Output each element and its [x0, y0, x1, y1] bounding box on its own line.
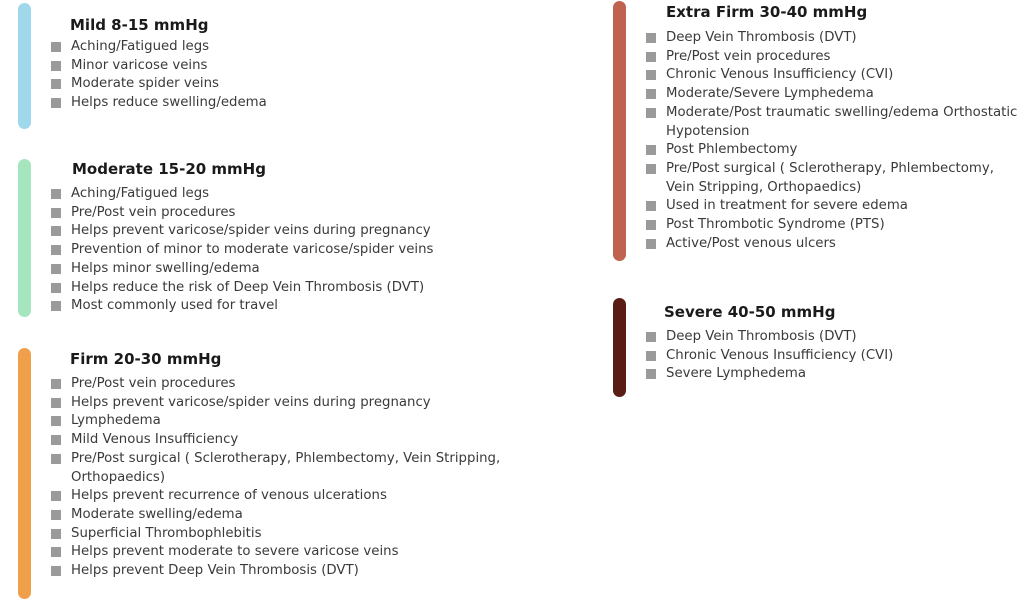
list-item: Helps minor swelling/edema: [51, 260, 571, 279]
list-item: Pre/Post surgical ( Sclerotherapy, Phlembectomy, Vein Stripping, Orthopaedics): [51, 450, 561, 487]
severe-color-bar: [613, 298, 626, 397]
extra-firm-title: Extra Firm 30-40 mmHg: [666, 3, 868, 21]
list-item: Deep Vein Thrombosis (DVT): [646, 328, 1006, 347]
list-item: Used in treatment for severe edema: [646, 197, 1018, 216]
list-item: Superficial Thrombophlebitis: [51, 525, 561, 544]
list-item: Pre/Post vein procedures: [646, 48, 1018, 67]
list-item: Helps prevent varicose/spider veins during pregnancy: [51, 222, 571, 241]
list-item: Moderate spider veins: [51, 75, 371, 94]
list-item: Active/Post venous ulcers: [646, 235, 1018, 254]
moderate-list: [51, 185, 571, 316]
moderate-color-bar: [18, 159, 31, 317]
list-item: Prevention of minor to moderate varicose/spider veins: [51, 241, 571, 260]
list-item: Mild Venous Insufficiency: [51, 431, 561, 450]
list-item: Post Phlembectomy: [646, 141, 1018, 160]
list-item: Helps prevent moderate to severe varicose veins: [51, 543, 561, 562]
list-item: Chronic Venous Insufficiency (CVI): [646, 347, 1006, 366]
list-item: Pre/Post surgical ( Sclerotherapy, Phlembectomy, Vein Stripping, Orthopaedics): [646, 160, 1018, 197]
mild-color-bar: [18, 3, 31, 129]
severe-title: Severe 40-50 mmHg: [664, 303, 836, 321]
firm-color-bar: [18, 348, 31, 599]
firm-title: Firm 20-30 mmHg: [70, 350, 222, 368]
list-item: Helps prevent recurrence of venous ulcerations: [51, 487, 561, 506]
list-item: Post Thrombotic Syndrome (PTS): [646, 216, 1018, 235]
list-item: Deep Vein Thrombosis (DVT): [646, 29, 1018, 48]
severe-list: [646, 328, 1006, 384]
list-item: Severe Lymphedema: [646, 365, 1006, 384]
list-item: Helps reduce the risk of Deep Vein Thrombosis (DVT): [51, 279, 571, 298]
list-item: Chronic Venous Insufficiency (CVI): [646, 66, 1018, 85]
list-item: Pre/Post vein procedures: [51, 375, 561, 394]
list-item: Pre/Post vein procedures: [51, 204, 571, 223]
list-item: Aching/Fatigued legs: [51, 38, 371, 57]
moderate-title: Moderate 15-20 mmHg: [72, 160, 266, 178]
list-item: Lymphedema: [51, 412, 561, 431]
mild-title: Mild 8-15 mmHg: [70, 16, 209, 34]
extra-firm-list: [646, 29, 1018, 253]
list-item: Moderate swelling/edema: [51, 506, 561, 525]
list-item: Moderate/Severe Lymphedema: [646, 85, 1018, 104]
list-item: Moderate/Post traumatic swelling/edema Orthostatic Hypotension: [646, 104, 1018, 141]
list-item: Helps prevent varicose/spider veins during pregnancy: [51, 394, 561, 413]
firm-list: [51, 375, 561, 581]
extra-firm-color-bar: [613, 1, 626, 261]
list-item: Aching/Fatigued legs: [51, 185, 571, 204]
mild-list: [51, 38, 371, 113]
list-item: Helps reduce swelling/edema: [51, 94, 371, 113]
list-item: Most commonly used for travel: [51, 297, 571, 316]
list-item: Minor varicose veins: [51, 57, 371, 76]
list-item: Helps prevent Deep Vein Thrombosis (DVT): [51, 562, 561, 581]
